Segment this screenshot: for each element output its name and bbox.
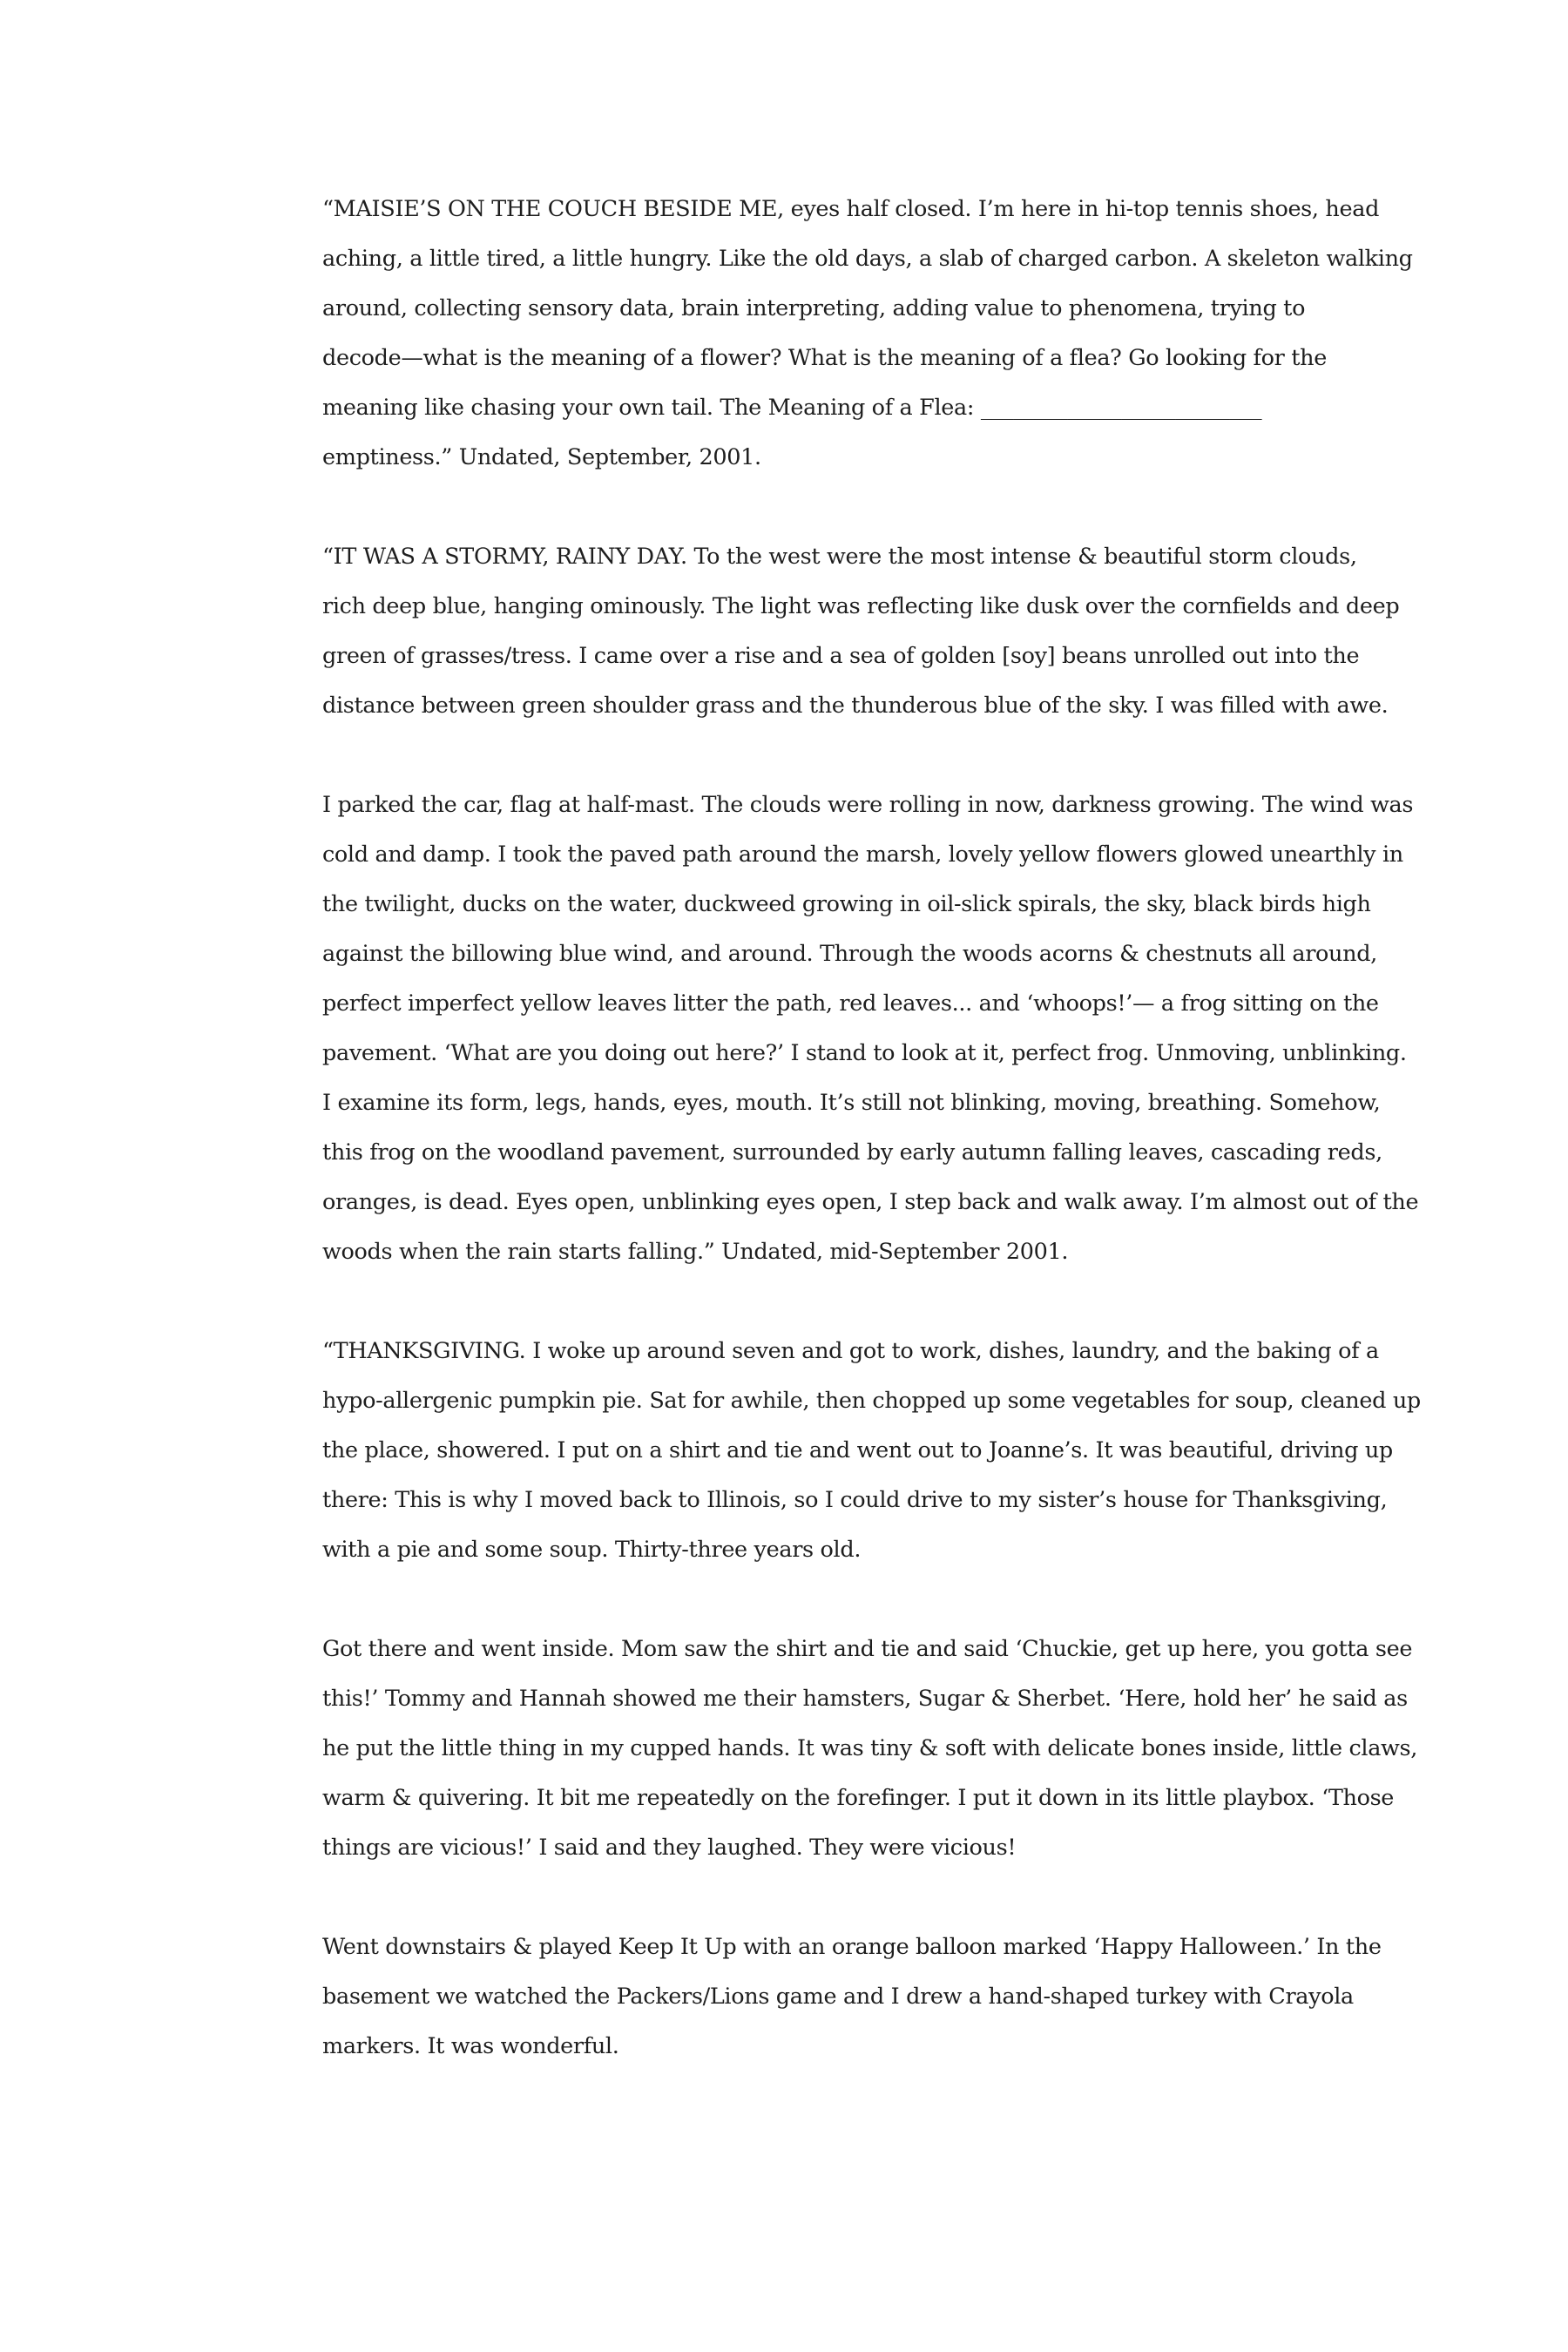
document-body: [322, 185, 1421, 2072]
text-line: this frog on the woodland pavement, surrounded by early autumn falling leaves, cascading reds,: [322, 1139, 1382, 1166]
paragraph-stormy-day: [322, 532, 1400, 731]
text-line: around, collecting sensory data, brain interpreting, adding value to phenomena, trying to: [322, 295, 1306, 321]
text-line: against the billowing blue wind, and around. Through the woods acorns & chestnuts all around,: [322, 941, 1377, 967]
text-line: markers. It was wonderful.: [322, 2033, 619, 2059]
text-line: warm & quivering. It bit me repeatedly on the forefinger. I put it down in its little playbox. ‘Those: [322, 1785, 1395, 1811]
text-line: woods when the rain starts falling.” Undated, mid-September 2001.: [322, 1239, 1069, 1265]
text-line: with a pie and some soup. Thirty-three years old.: [322, 1537, 862, 1563]
text-line: basement we watched the Packers/Lions game and I drew a hand-shaped turkey with Crayola: [322, 1984, 1354, 2010]
text-line: cold and damp. I took the paved path around the marsh, lovely yellow flowers glowed unearthly in: [322, 841, 1403, 868]
text-line: the place, showered. I put on a shirt and tie and went out to Joanne’s. It was beautiful, driving up: [322, 1437, 1393, 1463]
paragraph-maisie: [322, 185, 1413, 483]
text-line: green of grasses/tress. I came over a rise and a sea of golden [soy] beans unrolled out into the: [322, 643, 1360, 669]
text-line: this!’ Tommy and Hannah showed me their hamsters, Sugar & Sherbet. ‘Here, hold her’ he said as: [322, 1686, 1408, 1712]
text-line: “MAISIE’S ON THE COUCH BESIDE ME, eyes half closed. I’m here in hi-top tennis shoes, head: [322, 196, 1380, 222]
paragraph-hamsters: [322, 1625, 1418, 1873]
text-line: the twilight, ducks on the water, duckweed growing in oil-slick spirals, the sky, black birds high: [322, 891, 1371, 917]
text-line: meaning like chasing your own tail. The Meaning of a Flea: __________________________: [322, 395, 1262, 421]
text-line: pavement. ‘What are you doing out here?’ I stand to look at it, perfect frog. Unmoving, unblinking.: [322, 1040, 1407, 1066]
text-line: I examine its form, legs, hands, eyes, mouth. It’s still not blinking, moving, breathing. Somehow,: [322, 1090, 1381, 1116]
text-line: decode—what is the meaning of a flower? What is the meaning of a flea? Go looking for the: [322, 345, 1327, 371]
paragraph-balloon: [322, 1923, 1382, 2072]
text-line: emptiness.” Undated, September, 2001.: [322, 444, 761, 470]
text-line: there: This is why I moved back to Illinois, so I could drive to my sister’s house for Thanksgiving,: [322, 1487, 1388, 1513]
text-line: oranges, is dead. Eyes open, unblinking eyes open, I step back and walk away. I’m almost out of the: [322, 1189, 1419, 1215]
paragraph-thanksgiving: [322, 1327, 1421, 1575]
text-line: rich deep blue, hanging ominously. The light was reflecting like dusk over the cornfields and deep: [322, 593, 1400, 619]
text-line: he put the little thing in my cupped hands. It was tiny & soft with delicate bones inside, little claws,: [322, 1735, 1418, 1761]
paragraph-frog: [322, 781, 1419, 1277]
text-line: Went downstairs & played Keep It Up with an orange balloon marked ‘Happy Halloween.’ In the: [322, 1934, 1382, 1960]
text-line: things are vicious!’ I said and they laughed. They were vicious!: [322, 1835, 1017, 1861]
text-line: “THANKSGIVING. I woke up around seven and got to work, dishes, laundry, and the baking of a: [322, 1338, 1379, 1364]
text-line: distance between green shoulder grass and the thunderous blue of the sky. I was filled with awe.: [322, 693, 1389, 719]
text-line: hypo-allergenic pumpkin pie. Sat for awhile, then chopped up some vegetables for soup, cleaned up: [322, 1388, 1421, 1414]
text-line: perfect imperfect yellow leaves litter the path, red leaves... and ‘whoops!’— a frog sitting on the: [322, 990, 1379, 1017]
text-line: aching, a little tired, a little hungry. Like the old days, a slab of charged carbon. A skeleton walking: [322, 246, 1413, 272]
text-line: “IT WAS A STORMY, RAINY DAY. To the west were the most intense & beautiful storm clouds,: [322, 544, 1357, 570]
text-line: I parked the car, flag at half-mast. The clouds were rolling in now, darkness growing. The wind was: [322, 792, 1414, 818]
text-line: Got there and went inside. Mom saw the shirt and tie and said ‘Chuckie, get up here, you gotta see: [322, 1636, 1413, 1662]
